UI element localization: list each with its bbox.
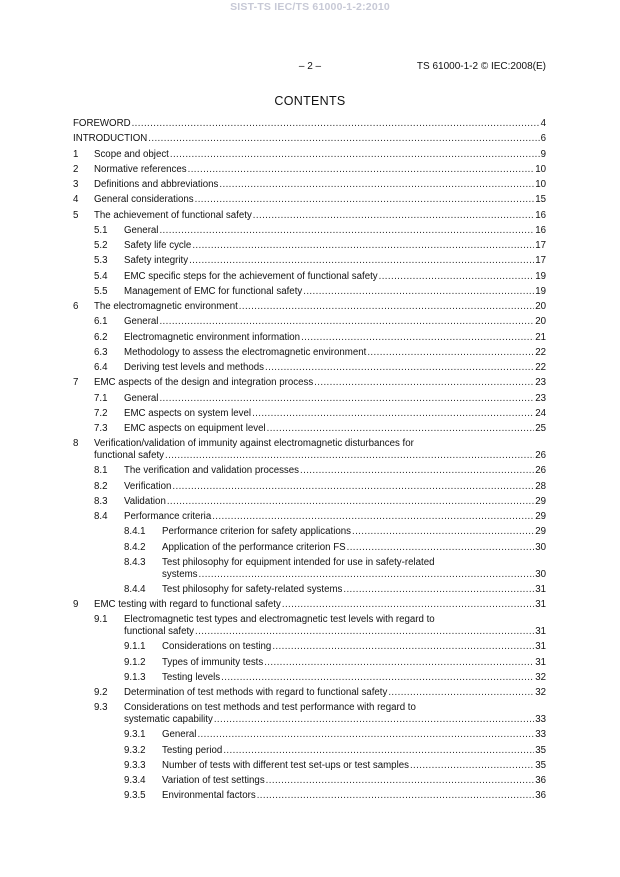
toc-entry-page: 30 [535,541,546,553]
toc-entry-title: Validation [124,495,166,507]
toc-entry-title: Application of the performance criterion FS [162,541,346,553]
toc-entry-number: 1 [73,148,79,160]
dot-leader [132,118,540,129]
dot-leader [195,194,535,205]
toc-entry-page: 23 [535,392,546,404]
toc-entry-number: 7.2 [94,407,108,419]
toc-entry-page: 35 [535,759,546,771]
dot-leader [347,542,535,553]
toc-entry-number: 6 [73,301,79,312]
dot-leader [195,626,534,638]
toc-entry[interactable] [73,744,546,759]
toc-entry-page: 19 [535,270,546,282]
dot-leader [352,526,534,537]
toc-entry[interactable] [73,300,546,315]
toc-entry-title: Testing period [162,744,223,756]
toc-entry-page: 35 [535,744,546,756]
toc-entry-title: functional safety [94,450,165,462]
toc-entry[interactable] [73,686,546,701]
dot-leader [199,569,535,581]
dot-leader [159,225,534,236]
toc-entry-number: 9.2 [94,687,108,698]
toc-entry[interactable] [73,598,546,613]
dot-leader [221,672,534,683]
toc-entry-number: 5.4 [94,270,108,282]
toc-entry-number: 9.3.1 [124,729,146,741]
toc-entry-number: 6.4 [94,362,108,373]
toc-entry-page: 36 [535,790,546,802]
toc-entry-title: Variation of test settings [162,775,265,786]
toc-entry[interactable] [73,789,546,804]
toc-entry-page: 31 [535,626,546,638]
toc-entry-number: 5.5 [94,285,108,297]
toc-entry-number: 7 [73,377,79,389]
dot-leader [170,149,540,160]
toc-entry-page: 30 [535,568,546,580]
dot-leader [223,745,534,756]
toc-entry-page: 31 [535,583,546,595]
toc-entry-title: EMC aspects of the design and integration process [94,377,314,389]
toc-entry-title: Environmental factors [162,790,256,802]
dot-leader [165,450,534,462]
toc-entry-page: 29 [535,526,546,538]
toc-entry-number: 8.4.3 [124,556,146,568]
toc-entry-number: 8.4.4 [124,583,146,595]
toc-entry-title: Safety integrity [124,255,189,267]
toc-entry-page: 10 [535,163,546,175]
toc-entry-title: The achievement of functional safety [94,209,252,221]
toc-entry-page: 26 [535,465,546,477]
toc-entry-title: Considerations on test methods and test performance with regard to [124,702,416,714]
toc-entry-number: 9 [73,599,79,610]
toc-entry-number: 6.1 [94,316,108,328]
toc-entry-page: 9 [540,148,546,160]
toc-entry-number: 8.4.2 [124,541,146,553]
toc-entry-number: 8 [73,438,79,450]
toc-entry[interactable] [73,510,546,525]
toc-entry[interactable] [73,480,546,495]
toc-entry-number: 8.3 [94,495,108,507]
dot-leader [300,465,534,476]
dot-leader [257,790,535,801]
toc-entry-number: 2 [73,163,79,175]
toc-entry-title: systematic capability [124,714,213,726]
toc-entry-number: 5.3 [94,255,108,267]
dot-leader [212,511,534,522]
toc-entry-title: Safety life cycle [124,240,192,251]
toc-entry-number: 8.4 [94,511,108,522]
toc-entry-title: General [162,729,197,741]
toc-entry-title: EMC aspects on system level [124,407,252,419]
toc-entry-page: 33 [535,729,546,741]
toc-entry[interactable] [73,495,546,510]
toc-entry-title: Types of immunity tests [162,656,264,668]
toc-entry[interactable] [73,346,546,361]
toc-entry-page: 32 [535,687,546,698]
toc-entry-title: Deriving test levels and methods [124,362,265,373]
dot-leader [266,775,535,786]
dot-leader [272,641,534,652]
toc-entry-title: Determination of test methods with regard to functional safety [124,687,388,698]
contents-title: CONTENTS [274,94,346,108]
toc-entry-title: The electromagnetic environment [94,301,238,312]
dot-leader [148,133,539,144]
toc-entry-title: General [124,392,159,404]
toc-entry[interactable] [73,759,546,774]
dot-leader [253,210,534,221]
toc-entry-page: 21 [535,331,546,343]
dot-leader [214,714,534,726]
toc-entry[interactable] [73,541,546,556]
toc-entry-title: FOREWORD [73,118,131,129]
table-of-contents [73,117,546,805]
toc-entry-number: 5 [73,209,79,221]
toc-entry[interactable] [73,728,546,743]
toc-entry-page: 20 [535,301,546,312]
toc-entry[interactable] [73,224,546,239]
toc-entry-title: EMC specific steps for the achievement of functional safety [124,270,378,282]
toc-entry-title: Test philosophy for equipment intended for use in safety-related [162,556,435,568]
dot-leader [239,301,534,312]
dot-leader [388,687,534,698]
toc-entry-page: 16 [535,224,546,236]
dot-leader [267,423,535,434]
dot-leader [343,584,534,595]
toc-entry-title: INTRODUCTION [73,133,148,145]
toc-entry-number: 9.1.3 [124,671,146,683]
toc-entry-number: 9.3.4 [124,775,146,786]
toc-entry-number: 5.2 [94,240,108,251]
toc-entry-number: 9.3.2 [124,744,146,756]
toc-entry[interactable] [73,117,546,132]
document-watermark: SIST-TS IEC/TS 61000-1-2:2010 [230,1,390,13]
toc-entry[interactable] [73,422,546,437]
toc-entry-page: 29 [535,495,546,507]
toc-entry-page: 25 [535,423,546,434]
toc-entry[interactable] [73,331,546,346]
toc-entry-number: 4 [73,194,79,206]
toc-entry-page: 28 [535,480,546,492]
dot-leader [264,657,534,668]
toc-entry-page: 36 [535,775,546,786]
toc-entry-title: Management of EMC for functional safety [124,285,303,297]
toc-entry[interactable] [73,178,546,193]
toc-entry-title: Scope and object [94,148,169,160]
toc-entry-title: General [124,224,159,236]
toc-entry-page: 31 [535,599,546,610]
toc-entry-page: 24 [535,407,546,419]
toc-entry[interactable] [73,407,546,422]
toc-entry-title: The verification and validation processes [124,465,300,477]
toc-entry-page: 33 [535,714,546,726]
toc-entry[interactable] [73,701,546,728]
toc-entry[interactable] [73,556,546,583]
dot-leader [410,760,534,771]
toc-entry-page: 22 [535,362,546,373]
dot-leader [265,362,534,373]
toc-entry[interactable] [73,148,546,163]
toc-entry[interactable] [73,583,546,598]
toc-entry-page: 15 [535,194,546,206]
toc-entry-page: 17 [535,240,546,251]
toc-entry[interactable] [73,774,546,789]
toc-entry[interactable] [73,671,546,686]
toc-entry[interactable] [73,437,546,464]
toc-entry-title: systems [162,568,198,580]
dot-leader [303,286,534,297]
toc-entry-number: 9.1.2 [124,656,146,668]
toc-entry-number: 7.1 [94,392,108,404]
toc-entry[interactable] [73,239,546,254]
toc-entry[interactable] [73,656,546,671]
toc-entry-number: 8.4.1 [124,526,146,538]
toc-entry-title: General considerations [94,194,194,206]
toc-entry-page: 17 [535,255,546,267]
toc-entry-number: 5.1 [94,224,108,236]
toc-entry-number: 3 [73,179,79,190]
toc-entry-title: Testing levels [162,671,221,683]
toc-entry[interactable] [73,285,546,300]
dot-leader [252,408,534,419]
toc-entry-number: 9.3.3 [124,759,146,771]
toc-entry[interactable] [73,270,546,285]
toc-entry[interactable] [73,163,546,178]
toc-entry-page: 20 [535,316,546,328]
toc-entry-page: 22 [535,346,546,358]
dot-leader [301,332,534,343]
toc-entry-page: 23 [535,377,546,389]
toc-entry-title: Verification/validation of immunity against electromagnetic disturbances for [94,438,414,450]
toc-entry-number: 7.3 [94,423,108,434]
toc-entry-title: Electromagnetic test types and electromagnetic test levels with regard to [124,614,435,626]
toc-entry-page: 16 [535,209,546,221]
toc-entry[interactable] [73,132,546,147]
dot-leader [367,347,534,358]
toc-entry-page: 26 [535,450,546,462]
toc-entry-number: 9.1.1 [124,641,146,653]
toc-entry-title: functional safety [124,626,195,638]
toc-entry-title: Performance criterion for safety applications [162,526,351,538]
toc-entry-page: 10 [535,179,546,190]
toc-entry[interactable] [73,464,546,479]
toc-entry[interactable] [73,392,546,407]
toc-entry-title: EMC aspects on equipment level [124,423,266,434]
dot-leader [282,599,534,610]
toc-entry[interactable] [73,254,546,269]
toc-entry-title: Methodology to assess the electromagnetic environment [124,346,367,358]
toc-entry-number: 9.3 [94,702,108,714]
toc-entry-page: 19 [535,285,546,297]
toc-entry[interactable] [73,640,546,655]
dot-leader [219,179,534,190]
dot-leader [167,496,534,507]
toc-entry-number: 6.2 [94,331,108,343]
dot-leader [188,164,535,175]
toc-entry[interactable] [73,613,546,640]
toc-entry-page: 31 [535,656,546,668]
toc-entry-number: 8.1 [94,465,108,477]
toc-entry-page: 31 [535,641,546,653]
dot-leader [159,316,534,327]
toc-entry-title: Definitions and abbreviations [94,179,219,190]
dot-leader [172,481,534,492]
dot-leader [159,393,534,404]
toc-entry-number: 8.2 [94,480,108,492]
page-number: – 2 – [298,61,322,72]
toc-entry-title: Performance criteria [124,511,212,522]
dot-leader [192,240,534,251]
toc-entry-page: 32 [535,671,546,683]
toc-entry-number: 9.3.5 [124,790,146,802]
toc-entry-page: 4 [540,118,546,129]
toc-entry-number: 9.1 [94,614,108,626]
toc-entry[interactable] [73,315,546,330]
toc-entry[interactable] [73,376,546,391]
toc-entry-title: Considerations on testing [162,641,272,653]
toc-entry-title: Normative references [94,163,187,175]
dot-leader [197,729,534,740]
toc-entry-title: EMC testing with regard to functional safety [94,599,281,610]
toc-entry-number: 6.3 [94,346,108,358]
dot-leader [189,255,534,266]
toc-entry[interactable] [73,525,546,540]
toc-entry[interactable] [73,193,546,208]
dot-leader [379,271,535,282]
toc-entry[interactable] [73,209,546,224]
toc-entry[interactable] [73,361,546,376]
toc-entry-title: Verification [124,480,172,492]
toc-entry-page: 6 [540,133,546,145]
dot-leader [314,377,534,388]
toc-entry-title: General [124,316,159,328]
toc-entry-title: Electromagnetic environment information [124,331,301,343]
standard-reference: TS 61000-1-2 © IEC:2008(E) [416,61,546,72]
toc-entry-title: Number of tests with different test set-ups or test samples [162,759,409,771]
toc-entry-title: Test philosophy for safety-related systems [162,583,343,595]
toc-entry-page: 29 [535,511,546,522]
